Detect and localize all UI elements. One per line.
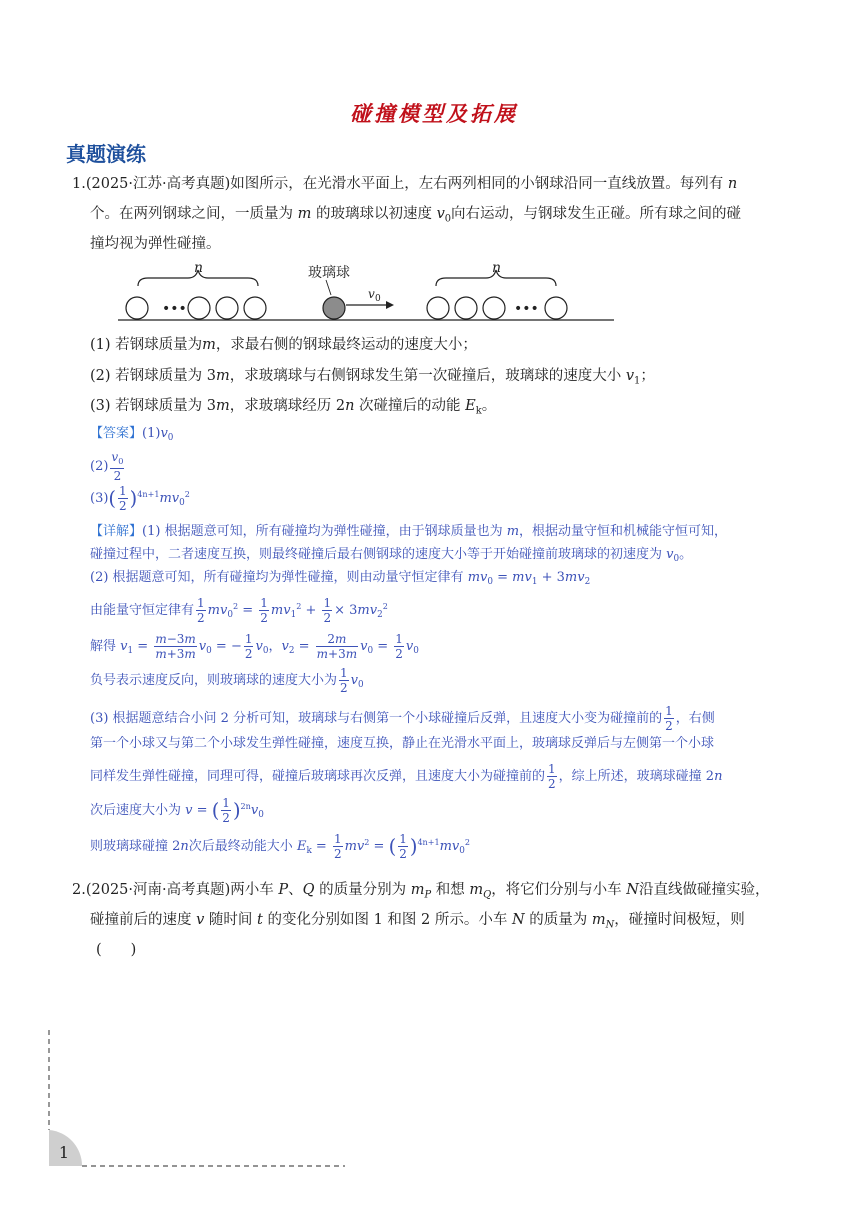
detail-3e: 则玻璃球碰撞 2n次后最终动能大小 $E_k$ = $\frac{1}{2}$ $mv^2$ = ( $\frac{1}{2}$ )$^{4n+1}mv_0^2$ (90, 832, 471, 861)
answer-2: (2) $\frac{v_0}{2}$ (90, 450, 124, 483)
detail-2a: (2) 根据题意可知，所有碰撞均为弹性碰撞，则由动量守恒定律有 $mv_0 = mv_1 + 3mv_2$ (90, 570, 591, 588)
detail-2c: 解得 $v_1$ = $\frac{m-3m}{m+3m}$ $v_0$ = − $\frac{1}{2}$ $v_0$，$v_2$ = $\frac{2m}{m+3m}$ $v_0$ = $\frac{1}{2}$ $v_0$ (90, 632, 419, 661)
detail-3b: 第一个小球又与第二个小球发生弹性碰撞，速度互换，静止在光滑水平面上，玻璃球反弹后与左侧第一个小球 (90, 736, 715, 751)
ellipsis-left: ••• (162, 301, 187, 317)
glass-ball-label: 玻璃球 (308, 265, 350, 281)
detail-2b: 由能量守恒定律有 $\frac{1}{2}$ $mv_0^2$ = $\frac{1}{2}$ $mv_1^2$ + $\frac{1}{2}$ × $3mv_2^2$ (90, 596, 388, 625)
steel-ball (216, 297, 238, 319)
answer-tag: 【答案】 (90, 426, 143, 441)
q1-line-1: 1.(2025·江苏·高考真题)如图所示，在光滑水平面上，左右两列相同的小钢球沿同一直线放置。每列有 n (72, 176, 738, 192)
q2-line-2: 碰撞前后的速度 v 随时间 t 的变化分别如图 1 和图 2 所示。小车 N 的质量为 $m_N$，碰撞时间极短，则 (90, 912, 745, 931)
detail-1b: 碰撞过程中，二者速度互换，则最终碰撞后最右侧钢球的速度大小等于开始碰撞前玻璃球的初速度为 $v_0$。 (90, 547, 693, 565)
q1-part-1: (1) 若钢球质量为m，求最右侧的钢球最终运动的速度大小； (90, 337, 477, 353)
q1-part-3: (3) 若钢球质量为 3m，求玻璃球经历 2n 次碰撞后的动能 $E_k$。 (90, 398, 497, 417)
q2-number: 2. (72, 882, 86, 898)
left-count-label: n (194, 260, 204, 276)
steel-ball (545, 297, 567, 319)
ellipsis-right: ••• (514, 301, 539, 317)
velocity-subscript: 0 (375, 294, 381, 304)
answer-3: (3)( $\frac{1}{2}$ )$^{4n+1}mv_0^2$ (90, 484, 190, 513)
steel-ball (126, 297, 148, 319)
steel-ball (455, 297, 477, 319)
q1-line-2: 个。在两列钢球之间，一质量为 m 的玻璃球以初速度 $v_0$向右运动，与钢球发生正碰。所有球之间的碰 (90, 206, 742, 225)
detail-3c: 同样发生弹性碰撞，同理可得，碰撞后玻璃球再次反弹，且速度大小为碰撞前的 $\frac{1}{2}$ ，综上所述，玻璃球碰撞 2n (90, 762, 723, 791)
detail-tag: 【详解】 (90, 524, 143, 539)
q2-answer-blank: ( ) (96, 942, 137, 958)
q1-figure (118, 258, 618, 324)
steel-ball (427, 297, 449, 319)
steel-ball (244, 297, 266, 319)
right-count-label: n (492, 260, 502, 276)
detail-1a: 【详解】(1) 根据题意可知，所有碰撞均为弹性碰撞，由于钢球质量也为 m，根据动量守恒和机械能守恒可知， (90, 524, 728, 539)
q2-source: (2025·河南·高考真题) (85, 882, 231, 898)
q1-part-2: (2) 若钢球质量为 3m，求玻璃球与右侧钢球发生第一次碰撞后，玻璃球的速度大小 $v_1$； (90, 368, 655, 387)
glass-ball (323, 297, 345, 319)
document-title: 碰撞模型及拓展 (350, 101, 518, 126)
answer-1: 【答案】$(1)v_0$ (90, 426, 174, 444)
q1-number: 1. (72, 176, 86, 192)
steel-ball (483, 297, 505, 319)
detail-3a: (3) 根据题意结合小问 2 分析可知，玻璃球与右侧第一个小球碰撞后反弹，且速度大小变为碰撞前的 $\frac{1}{2}$ ，右侧 (90, 704, 715, 733)
section-heading: 真题演练 (66, 142, 146, 166)
detail-2d: 负号表示速度反向，则玻璃球的速度大小为 $\frac{1}{2}$ $v_0$ (90, 666, 364, 695)
arrowhead-icon (386, 301, 394, 309)
q1-line-3: 撞均视为弹性碰撞。 (90, 236, 221, 252)
footer-decoration (40, 1030, 360, 1180)
page-number: 1 (58, 1143, 70, 1162)
velocity-label: v (368, 287, 375, 301)
label-pointer (326, 280, 331, 295)
detail-3d: 次后速度大小为 v = ( $\frac{1}{2}$ )$^{2n}v_0$ (90, 796, 264, 825)
q1-source: (2025·江苏·高考真题) (85, 176, 231, 192)
steel-ball (188, 297, 210, 319)
q2-line-1: 2.(2025·河南·高考真题)两小车 P、Q 的质量分别为 $m_P$ 和想 $m_Q$，将它们分别与小车 N沿直线做碰撞实验， (72, 882, 770, 901)
